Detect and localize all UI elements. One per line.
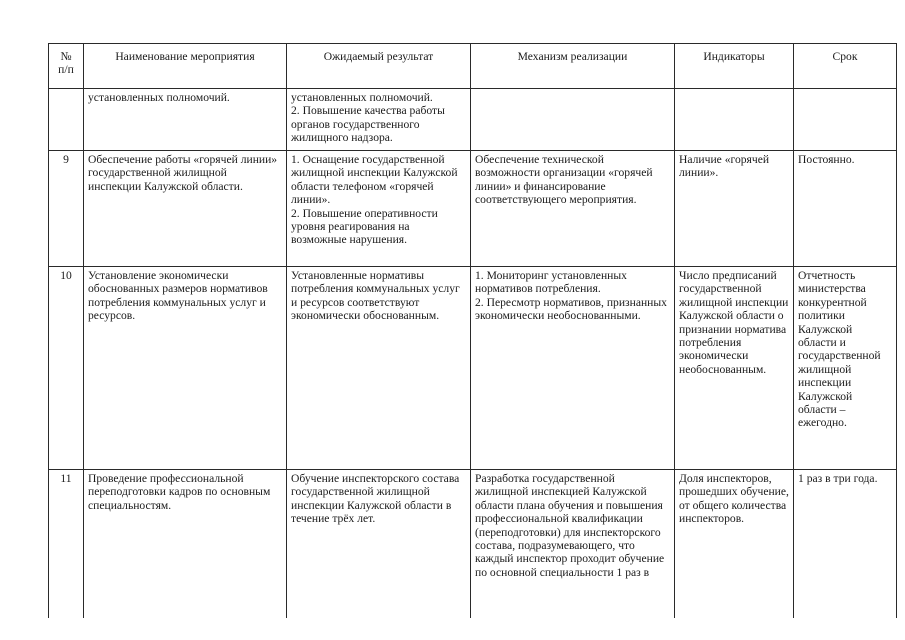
- table-header-row: [49, 44, 897, 89]
- row-term: 1 раз в три года.: [794, 470, 897, 618]
- table-row: [49, 151, 897, 267]
- row-result: Обучение инспекторского состава государственной жилищной инспекции Калужской области в течение трёх лет.: [287, 470, 471, 618]
- header-term: Срок: [794, 44, 897, 89]
- row-num: 11: [49, 470, 84, 618]
- action-plan-table: [48, 43, 897, 618]
- row-num: 9: [49, 151, 84, 267]
- row-mechanism: [471, 89, 675, 151]
- row-term: Отчетность министерства конкурентной политики Калужской области и государственной жилищной инспекции Калужской области – ежегодно.: [794, 267, 897, 470]
- row-result: установленных полномочий. 2. Повышение качества работы органов государственного жилищного надзора.: [287, 89, 471, 151]
- row-indicators: Наличие «горячей линии».: [675, 151, 794, 267]
- row-mechanism: 1. Мониторинг установленных нормативов потребления. 2. Пересмотр нормативов, признанных экономически необоснованными.: [471, 267, 675, 470]
- header-num: № п/п: [49, 44, 84, 89]
- table-row: [49, 267, 897, 470]
- row-indicators: Число предписаний государственной жилищной инспекции Калужской области о признании норматива потребления экономически необоснованным.: [675, 267, 794, 470]
- row-mechanism: Обеспечение технической возможности организации «горячей линии» и финансирование соответствующего мероприятия.: [471, 151, 675, 267]
- row-result: Установленные нормативы потребления коммунальных услуг и ресурсов соответствуют экономически обоснованным.: [287, 267, 471, 470]
- row-name: установленных полномочий.: [84, 89, 287, 151]
- row-term: Постоянно.: [794, 151, 897, 267]
- row-indicators: Доля инспекторов, прошедших обучение, от общего количества инспекторов.: [675, 470, 794, 618]
- row-mechanism: Разработка государственной жилищной инспекцией Калужской области плана обучения и повышения профессиональной квалификации (переподготовки) для инспекторского состава, подразумевающего, что каждый инспектор проходит обучение по основной специальности 1 раз в: [471, 470, 675, 618]
- header-indicators: Индикаторы: [675, 44, 794, 89]
- header-name: Наименование мероприятия: [84, 44, 287, 89]
- row-term: [794, 89, 897, 151]
- header-result: Ожидаемый результат: [287, 44, 471, 89]
- header-mechanism: Механизм реализации: [471, 44, 675, 89]
- row-num: 10: [49, 267, 84, 470]
- row-name: Обеспечение работы «горячей линии» государственной жилищной инспекции Калужской области.: [84, 151, 287, 267]
- row-num: [49, 89, 84, 151]
- table-row: [49, 470, 897, 618]
- row-result: 1. Оснащение государственной жилищной инспекции Калужской области телефоном «горячей линии». 2. Повышение оперативности уровня реагирования на возможные нарушения.: [287, 151, 471, 267]
- table-row: [49, 89, 897, 151]
- row-name: Проведение профессиональной переподготовки кадров по основным специальностям.: [84, 470, 287, 618]
- row-name: Установление экономически обоснованных размеров нормативов потребления коммунальных услуг и ресурсов.: [84, 267, 287, 470]
- row-indicators: [675, 89, 794, 151]
